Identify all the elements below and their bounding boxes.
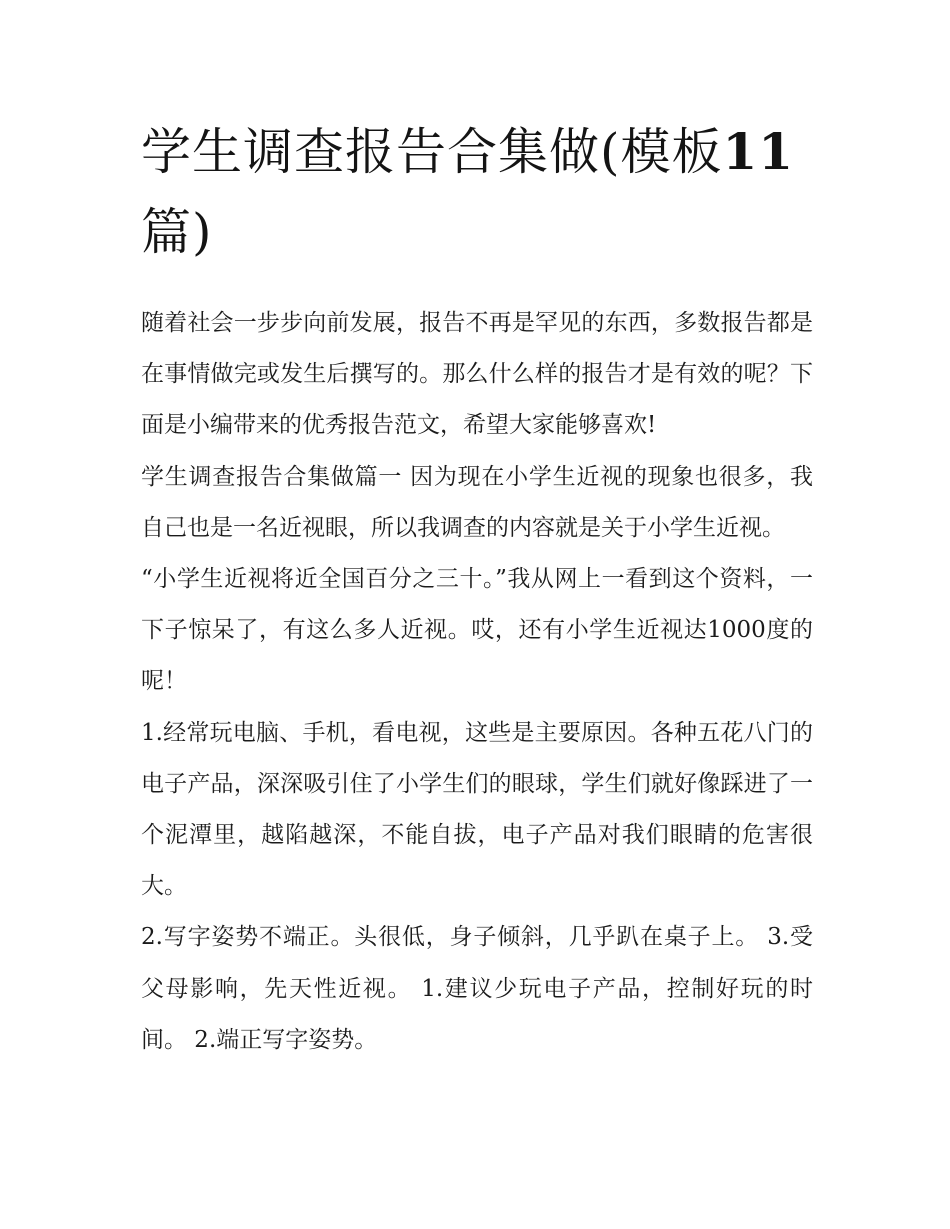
causes-and-suggestions-paragraph: 2.写字姿势不端正。头很低，身子倾斜，几乎趴在桌子上。 3.受父母影响，先天性近视。 1.建议少玩电子产品，控制好玩的时间。 2.端正写字姿势。 (141, 924, 813, 1053)
title-tail: 篇) (141, 203, 213, 261)
statistic-paragraph: “小学生近视将近全国百分之三十。”我从网上一看到这个资料，一下子惊呆了，有这么多人近视。哎，还有小学生近视达1000度的呢！ (141, 566, 813, 695)
title-main: 学生调查报告合集做(模板 (141, 123, 723, 181)
title-number: 11 (722, 122, 795, 181)
intro-paragraph: 随着社会一步步向前发展，报告不再是罕见的东西，多数报告都是在事情做完或发生后撰写的。那么什么样的报告才是有效的呢？下面是小编带来的优秀报告范文，希望大家能够喜欢! (141, 310, 813, 439)
document-title (141, 112, 813, 272)
cause-one-paragraph: 1.经常玩电脑、手机，看电视，这些是主要原因。各种五花八门的电子产品，深深吸引住了小学生们的眼球，学生们就好像踩进了一个泥潭里，越陷越深，不能自拔，电子产品对我们眼睛的危害很大。 (141, 719, 813, 900)
document-body (141, 112, 813, 1066)
section-one-paragraph: 学生调查报告合集做篇一 因为现在小学生近视的现象也很多，我自己也是一名近视眼，所以我调查的内容就是关于小学生近视。 (141, 463, 813, 541)
